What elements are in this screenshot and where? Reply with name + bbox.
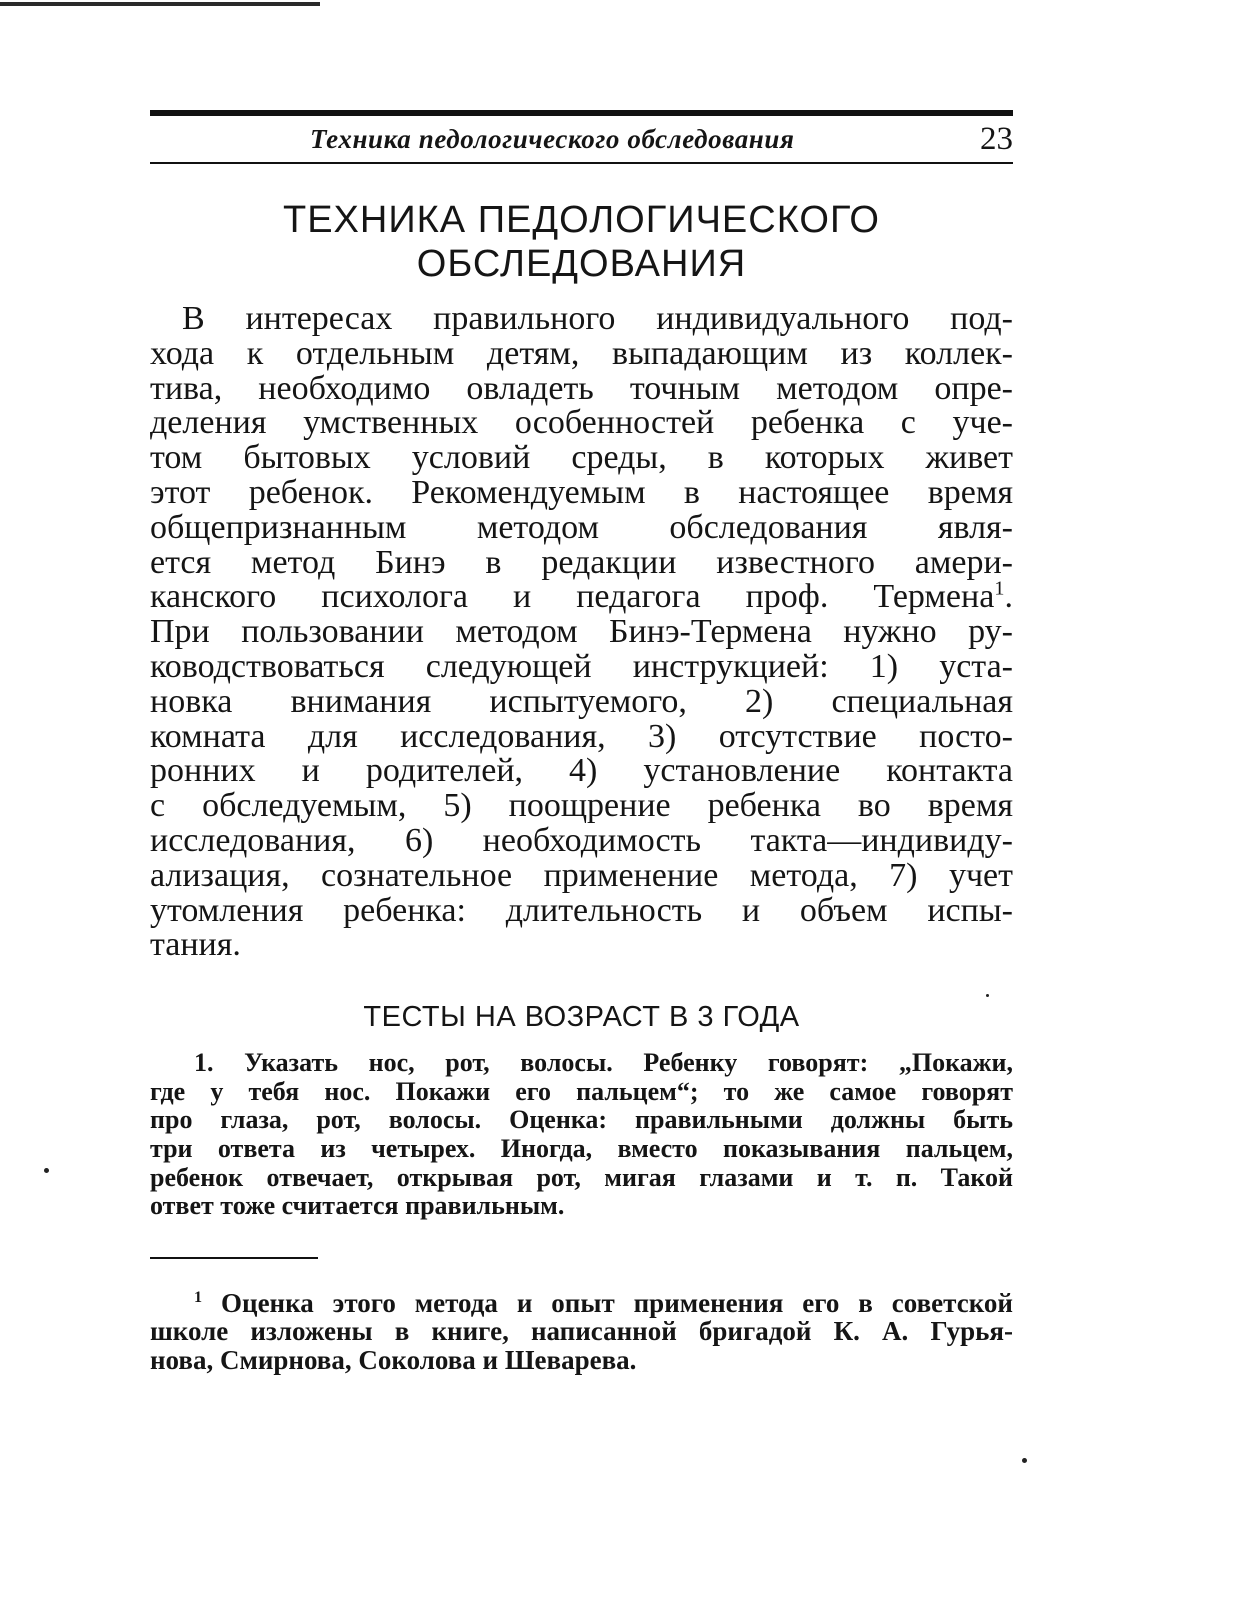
chapter-title xyxy=(150,198,1013,286)
footnote-line: нова, Смирнова, Соколова и Шеварева. xyxy=(150,1344,637,1375)
header-rule-bottom xyxy=(150,162,1013,164)
scan-speck xyxy=(44,1168,49,1173)
body-paragraph xyxy=(150,302,1013,963)
body-line: ководствоваться следующей инструкцией: 1) уста- xyxy=(150,647,1013,685)
test-item-line: про глаза, рот, волосы. Оценка: правильными должны быть xyxy=(150,1105,1013,1135)
body-line: деления умственных особенностей ребенка с уче- xyxy=(150,404,1013,442)
test-item-line: три ответа из четырех. Иногда, вместо показывания пальцем, xyxy=(150,1133,1013,1163)
body-line-with-footnote xyxy=(150,580,1013,615)
footnote-line-text: Оценка этого метода и опыт применения его в советской xyxy=(221,1287,1013,1318)
scan-speck xyxy=(986,994,989,997)
section-heading: ТЕСТЫ НА ВОЗРАСТ В 3 ГОДА xyxy=(363,1001,800,1034)
body-line: новка внимания испытуемого, 2) специальная xyxy=(150,682,1013,720)
running-title: Техника педологического обследования xyxy=(310,124,795,154)
body-line: утомления ребенка: длительность и объем испы- xyxy=(150,891,1013,929)
test-item-line: ребенок отвечает, открывая рот, мигая глазами и т. п. Такой xyxy=(150,1162,1013,1192)
page-number: 23 xyxy=(980,121,1013,157)
body-line: этот ребенок. Рекомендуемым в настоящее время xyxy=(150,473,1013,511)
test-item-line: где у тебя нос. Покажи его пальцем“; то же самое говорят xyxy=(150,1076,1013,1106)
running-head xyxy=(150,116,1013,162)
scan-speck xyxy=(1022,1458,1027,1463)
body-line-period: . xyxy=(1004,578,1013,616)
body-line: ализация, сознательное применение метода, 7) учет xyxy=(150,856,1013,894)
body-line: с обследуемым, 5) поощрение ребенка во время xyxy=(150,787,1013,825)
book-page xyxy=(150,110,1013,1374)
body-line: комната для исследования, 3) отсутствие посто- xyxy=(150,717,1013,755)
footnote-reference: 1 xyxy=(994,578,1005,601)
chapter-title-line-2: ОБСЛЕДОВАНИЯ xyxy=(416,243,747,285)
body-line: тива, необходимо овладеть точным методом опре- xyxy=(150,369,1013,407)
body-line: общепризнанным методом обследования явля- xyxy=(150,508,1013,546)
body-line: исследования, 6) необходимость такта—индивиду- xyxy=(150,821,1013,859)
chapter-title-line-1: ТЕХНИКА ПЕДОЛОГИЧЕСКОГО xyxy=(283,199,880,241)
body-line-text: канского психолога и педагога проф. Термена xyxy=(150,578,995,616)
body-line: При пользовании методом Бинэ-Термена нужно ру- xyxy=(150,613,1013,651)
body-line: В интересах правильного индивидуального под- xyxy=(182,300,1013,337)
body-line: тания. xyxy=(150,926,241,964)
footnote-line xyxy=(150,1289,1013,1318)
test-item-line: 1. Указать нос, рот, волосы. Ребенку говорят: „Покажи, xyxy=(194,1048,1013,1078)
body-line: том бытовых условий среды, в которых живет xyxy=(150,439,1013,477)
footnote-line: школе изложены в книге, написанной бригадой К. А. Гурья- xyxy=(150,1316,1013,1347)
footnote-marker: 1 xyxy=(194,1287,203,1306)
body-line: ется метод Бинэ в редакции известного амери- xyxy=(150,543,1013,581)
footnote-rule xyxy=(150,1257,318,1259)
test-item xyxy=(150,1049,1013,1221)
scan-edge-line xyxy=(0,2,320,6)
body-line: хода к отдельным детям, выпадающим из коллек- xyxy=(150,334,1013,372)
body-line: ронних и родителей, 4) установление контакта xyxy=(150,752,1013,790)
test-item-line: ответ тоже считается правильным. xyxy=(150,1191,565,1221)
footnote xyxy=(150,1289,1013,1375)
